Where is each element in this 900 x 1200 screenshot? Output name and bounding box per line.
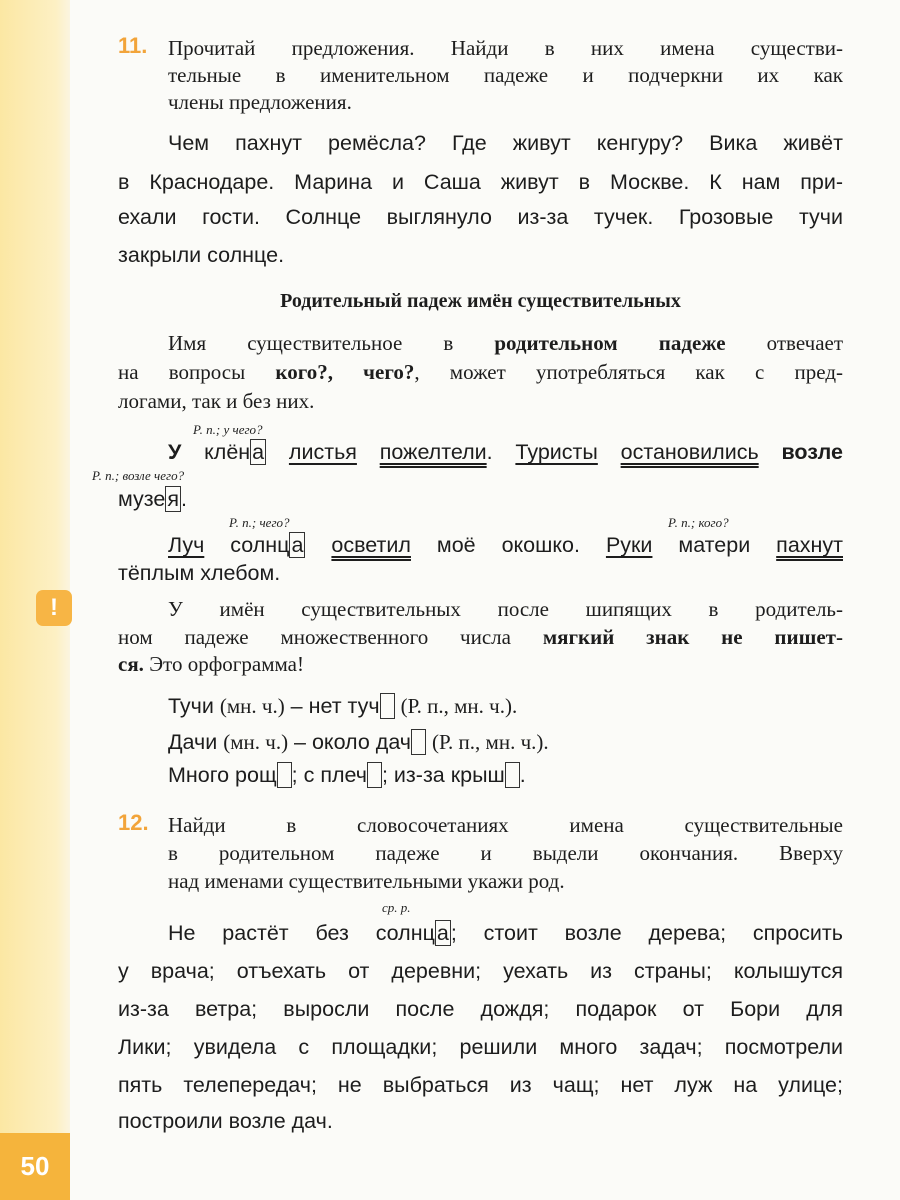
empty-ending-box	[380, 693, 395, 719]
predicate-underlined: пожелтели	[379, 440, 487, 464]
predicate-underlined: остановились	[620, 440, 759, 464]
text-segment: Не растёт без солнц	[168, 921, 435, 945]
grammar-note: (Р. п., мн. ч.).	[400, 694, 518, 718]
predicate-underlined: пахнут	[776, 533, 843, 557]
text-line	[118, 241, 843, 269]
text-segment: пять телепередач; не выбраться из чащ; нет луж на улице;	[118, 1073, 843, 1097]
grammar-note: (Р. п., мн. ч.).	[432, 730, 549, 754]
bold-text: ся.	[118, 652, 144, 676]
annotation: ср. р.	[382, 900, 411, 915]
text-line	[118, 623, 843, 651]
text-line	[168, 811, 843, 839]
text-segment	[598, 440, 621, 464]
ending-box: а	[436, 921, 449, 945]
text-segment: солнц	[204, 533, 290, 557]
text-line	[168, 438, 843, 466]
text-line	[118, 387, 843, 415]
text-line	[168, 919, 843, 947]
ending-box: я	[167, 487, 180, 511]
text-segment: ; из-за крыш	[381, 763, 505, 787]
text-segment: ном падеже множественного числа	[118, 625, 543, 649]
text-segment: .	[486, 440, 516, 464]
text-line	[168, 728, 843, 756]
bold-text: У	[168, 440, 182, 464]
text-line	[118, 650, 843, 678]
text-line	[168, 595, 843, 623]
ending-box: а	[291, 533, 304, 557]
bold-text: мягкий знак не пишет-	[542, 625, 843, 649]
text-segment: тёплым хлебом.	[118, 561, 281, 585]
text-segment: музе	[118, 487, 166, 511]
text-segment: У имён существительных после шипящих в родитель-	[168, 597, 843, 621]
text-line	[118, 1071, 843, 1099]
text-segment: моё окошко.	[410, 533, 606, 557]
text-segment: Тучи	[168, 694, 220, 718]
text-segment: закрыли солнце.	[118, 243, 285, 267]
grammar-note: (мн. ч.)	[219, 694, 285, 718]
text-line	[118, 358, 843, 386]
predicate-underlined: осветил	[331, 533, 411, 557]
text-segment	[266, 440, 289, 464]
text-segment: – нет туч	[284, 694, 380, 718]
subject-underlined: Луч	[168, 533, 205, 557]
exclamation-icon: !	[36, 590, 72, 626]
text-line	[168, 761, 843, 789]
text-segment: ехали гости. Солнце выглянуло из-за тучек. Грозовые тучи	[118, 205, 843, 229]
empty-ending-box	[367, 762, 382, 788]
text-line	[118, 1107, 843, 1135]
text-segment: ; стоит возле дерева; спросить	[450, 921, 843, 945]
text-line	[168, 88, 843, 116]
page-number: 50	[0, 1133, 70, 1200]
text-line	[168, 867, 843, 895]
bold-text: возле	[781, 440, 843, 464]
ending-box: а	[252, 440, 265, 464]
text-segment: , может употребляться как с пред-	[414, 360, 843, 384]
text-segment: Чем пахнут ремёсла? Где живут кенгуру? Вика живёт	[168, 131, 843, 155]
text-line	[118, 957, 843, 985]
text-segment: над именами существительными укажи род.	[168, 869, 565, 893]
text-line	[118, 1033, 843, 1061]
text-segment	[759, 440, 782, 464]
text-segment: Имя существительное в	[168, 331, 495, 355]
text-line	[168, 329, 843, 357]
text-segment: Лики; увидела с площадки; решили много задач; посмотрели	[118, 1035, 843, 1059]
text-segment: у врача; отъехать от деревни; уехать из страны; колышутся	[118, 959, 843, 983]
text-line	[168, 531, 843, 559]
exercise-12-number: 12.	[118, 810, 149, 835]
text-segment: тельные в именительном падеже и подчеркни их как	[168, 63, 843, 87]
exercise-11-number: 11.	[118, 33, 148, 58]
bold-text: кого?, чего?	[275, 360, 415, 384]
annotation: Р. п.; кого?	[668, 515, 729, 530]
text-line	[118, 203, 843, 231]
text-segment: на вопросы	[118, 360, 276, 384]
annotation: Р. п.; возле чего?	[92, 468, 185, 483]
text-line	[118, 168, 843, 196]
text-line	[168, 34, 843, 62]
text-segment: .	[181, 487, 187, 511]
text-segment	[305, 533, 331, 557]
text-segment	[357, 440, 380, 464]
text-line	[168, 839, 843, 867]
text-segment: Много рощ	[168, 763, 277, 787]
subject-underlined: Туристы	[515, 440, 598, 464]
text-segment: Это орфограмма!	[143, 652, 304, 676]
annotation: Р. п.; у чего?	[193, 422, 263, 437]
text-line	[118, 559, 843, 587]
text-segment: в родительном падеже и выдели окончания. Вверху	[168, 841, 843, 865]
text-segment: Дачи	[168, 730, 224, 754]
text-segment: матери	[652, 533, 777, 557]
text-segment: .	[519, 763, 526, 787]
text-segment: Прочитай предложения. Найди в них имена существи-	[168, 36, 843, 60]
text-line	[168, 129, 843, 157]
grammar-note: (мн. ч.)	[223, 730, 289, 754]
subject-underlined: листья	[288, 440, 357, 464]
empty-ending-box	[505, 762, 520, 788]
text-line	[118, 485, 843, 513]
text-line	[118, 995, 843, 1023]
text-line	[168, 692, 843, 720]
text-line	[168, 61, 843, 89]
text-segment: отвечает	[725, 331, 844, 355]
text-segment: члены предложения.	[168, 90, 352, 114]
text-segment: логами, так и без них.	[118, 389, 315, 413]
annotation: Р. п.; чего?	[229, 515, 290, 530]
text-segment: ; с плеч	[291, 763, 367, 787]
text-segment: – около дач	[288, 730, 412, 754]
text-segment: из-за ветра; выросли после дождя; подарок от Бори для	[118, 997, 843, 1021]
text-segment: построили возле дач.	[118, 1109, 333, 1133]
empty-ending-box	[411, 729, 426, 755]
text-segment: в Краснодаре. Марина и Саша живут в Москве. К нам при-	[118, 170, 843, 194]
section-heading: Родительный падеж имён существительных	[280, 290, 681, 312]
subject-underlined: Руки	[605, 533, 653, 557]
empty-ending-box	[277, 762, 292, 788]
text-segment: клён	[181, 440, 251, 464]
text-segment: Найди в словосочетаниях имена существительные	[168, 813, 843, 837]
bold-text: родительном падеже	[494, 331, 726, 355]
